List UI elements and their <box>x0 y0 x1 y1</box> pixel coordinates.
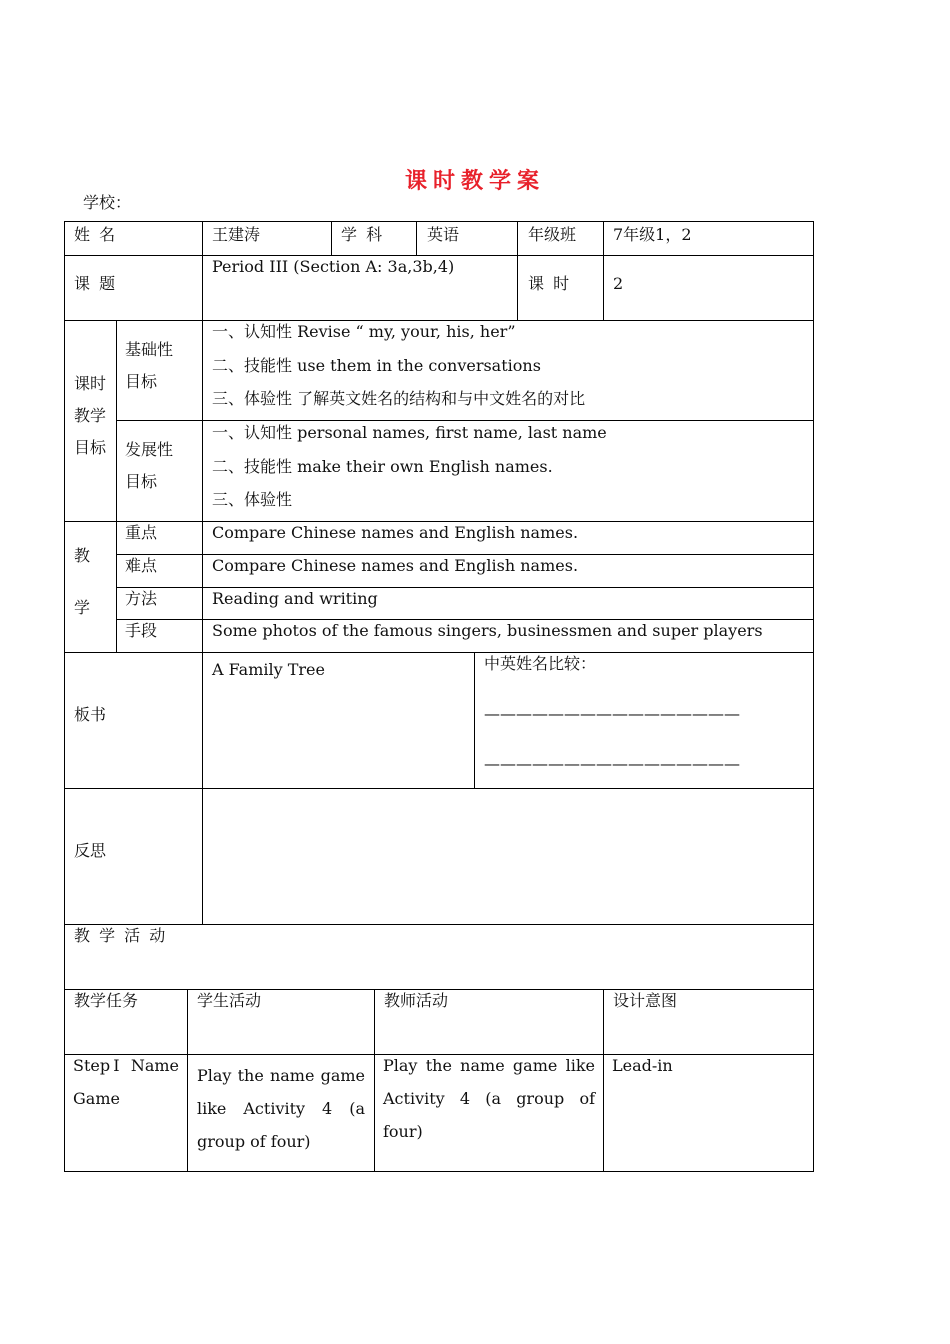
column-student: 学生活动 <box>197 991 262 1010</box>
development-goal-label-2: 目标 <box>125 472 158 491</box>
name-label: 姓 名 <box>74 225 118 244</box>
board-blank-line-2: ———————————————— <box>484 754 740 773</box>
activity-purpose: Lead-in <box>612 1056 673 1075</box>
basic-goal-label-1: 基础性 <box>125 340 174 359</box>
key-point-value: Compare Chinese names and English names. <box>212 523 579 542</box>
goals-group-label-1: 课时 <box>74 374 107 393</box>
column-teacher: 教师活动 <box>384 991 449 1010</box>
class-value: 7年级1，2 <box>613 225 692 244</box>
hours-label: 课 时 <box>528 274 572 293</box>
basic-goal-label-2: 目标 <box>125 372 158 391</box>
school-label: 学校： <box>83 193 132 212</box>
development-goal-label-1: 发展性 <box>125 440 174 459</box>
development-goal-item-3: 三、体验性 <box>212 490 293 509</box>
method-label: 方法 <box>125 589 158 608</box>
basic-goal-item-1: 一、认知性 Revise “ my, your, his, her” <box>212 322 516 341</box>
board-label: 板书 <box>74 705 107 724</box>
page-title: 课时教学案 <box>404 168 545 194</box>
difficulty-label: 难点 <box>125 556 158 575</box>
means-label: 手段 <box>125 621 158 640</box>
activity-teacher: Play the name game like Activity 4 (a group of four) <box>383 1056 595 1141</box>
teaching-group-label-2: 学 <box>74 598 91 617</box>
means-value: Some photos of the famous singers, businessmen and super players <box>212 621 763 640</box>
board-blank-line-1: ———————————————— <box>484 704 740 723</box>
subject-value: 英语 <box>427 225 460 244</box>
board-left-text: A Family Tree <box>212 660 325 679</box>
key-point-label: 重点 <box>125 523 158 542</box>
lesson-plan-table <box>64 221 814 1172</box>
hours-value: 2 <box>613 274 624 293</box>
basic-goal-item-3: 三、体验性 了解英文姓名的结构和与中文姓名的对比 <box>212 389 586 408</box>
board-right-title: 中英姓名比较： <box>484 654 597 673</box>
activities-header: 教 学 活 动 <box>74 926 168 945</box>
reflection-label: 反思 <box>74 841 107 860</box>
teaching-group-label-1: 教 <box>74 546 91 565</box>
basic-goal-item-2: 二、技能性 use them in the conversations <box>212 356 541 375</box>
name-value: 王建涛 <box>212 225 261 244</box>
column-purpose: 设计意图 <box>613 991 678 1010</box>
goals-group-label-2: 教学 <box>74 406 107 425</box>
topic-value: Period III (Section A: 3a,3b,4) <box>212 257 455 276</box>
goals-group-label-3: 目标 <box>74 438 107 457</box>
method-value: Reading and writing <box>212 589 378 608</box>
topic-label: 课 题 <box>74 274 118 293</box>
development-goal-item-2: 二、技能性 make their own English names. <box>212 457 553 476</box>
difficulty-value: Compare Chinese names and English names. <box>212 556 579 575</box>
column-task: 教学任务 <box>74 991 139 1010</box>
subject-label: 学 科 <box>341 225 385 244</box>
activity-student: Play the name game like Activity 4 (a group of four) <box>197 1066 365 1151</box>
activity-task: StepⅠ Name Game <box>73 1056 179 1108</box>
development-goal-item-1: 一、认知性 personal names, first name, last name <box>212 423 607 442</box>
class-label: 年级班 <box>528 225 577 244</box>
